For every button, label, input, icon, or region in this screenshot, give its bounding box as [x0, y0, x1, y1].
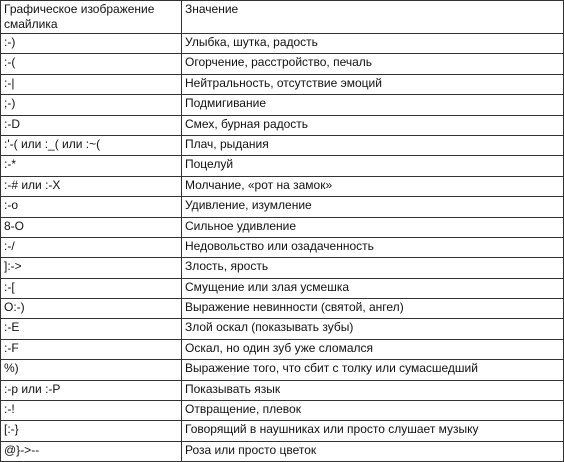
meaning-cell: Показывать язык: [182, 380, 564, 400]
emoticon-cell: :-D: [1, 115, 182, 135]
meaning-cell: Оскал, но один зуб уже сломался: [182, 339, 564, 359]
meaning-cell: Отвращение, плевок: [182, 401, 564, 421]
meaning-cell: Плач, рыдания: [182, 135, 564, 155]
emoticon-cell: @}->--: [1, 441, 182, 461]
meaning-cell: Подмигивание: [182, 95, 564, 115]
table-row: [1, 380, 564, 400]
table-row: [1, 278, 564, 298]
table-row: [1, 299, 564, 319]
table-row: [1, 258, 564, 278]
emoticon-cell: [:-}: [1, 421, 182, 441]
emoticon-cell: :'-( или :_( или :~(: [1, 135, 182, 155]
emoticon-cell: :-): [1, 34, 182, 54]
meaning-cell: Говорящий в наушниках или просто слушает музыку: [182, 421, 564, 441]
column-header-meaning: Значение: [182, 1, 564, 34]
table-row: [1, 339, 564, 359]
table-row: [1, 156, 564, 176]
meaning-cell: Поцелуй: [182, 156, 564, 176]
emoticon-cell: :-F: [1, 339, 182, 359]
table-body: [1, 34, 564, 462]
table-row: [1, 319, 564, 339]
table-row: [1, 441, 564, 461]
meaning-cell: Выражение того, что сбит с толку или сумасшедший: [182, 360, 564, 380]
emoticon-cell: ]:->: [1, 258, 182, 278]
meaning-cell: Недовольство или озадаченность: [182, 237, 564, 257]
emoticon-cell: :-!: [1, 401, 182, 421]
emoticon-cell: :-/: [1, 237, 182, 257]
table-row: [1, 237, 564, 257]
meaning-cell: Огорчение, расстройство, печаль: [182, 54, 564, 74]
meaning-cell: Улыбка, шутка, радость: [182, 34, 564, 54]
table-row: [1, 74, 564, 94]
meaning-cell: Смех, бурная радость: [182, 115, 564, 135]
meaning-cell: Молчание, «рот на замок»: [182, 176, 564, 196]
emoticon-cell: %): [1, 360, 182, 380]
table-row: [1, 197, 564, 217]
table-row: [1, 54, 564, 74]
emoticon-cell: ;-): [1, 95, 182, 115]
table-row: [1, 360, 564, 380]
emoticon-cell: :-|: [1, 74, 182, 94]
emoticon-cell: :-E: [1, 319, 182, 339]
meaning-cell: Нейтральность, отсутствие эмоций: [182, 74, 564, 94]
meaning-cell: Выражение невинности (святой, ангел): [182, 299, 564, 319]
column-header-emoticon: Графическое изображение смайлика: [1, 1, 182, 34]
emoticon-cell: :-(: [1, 54, 182, 74]
emoticon-cell: :-*: [1, 156, 182, 176]
emoticon-cell: :-# или :-X: [1, 176, 182, 196]
emoticon-cell: :-o: [1, 197, 182, 217]
meaning-cell: Удивление, изумление: [182, 197, 564, 217]
table-row: [1, 176, 564, 196]
emoticon-cell: O:-): [1, 299, 182, 319]
emoticon-cell: 8-O: [1, 217, 182, 237]
table-row: [1, 34, 564, 54]
emoticon-cell: :-p или :-P: [1, 380, 182, 400]
meaning-cell: Смущение или злая усмешка: [182, 278, 564, 298]
table-row: [1, 115, 564, 135]
meaning-cell: Злой оскал (показывать зубы): [182, 319, 564, 339]
table-row: [1, 401, 564, 421]
table-row: [1, 135, 564, 155]
meaning-cell: Злость, ярость: [182, 258, 564, 278]
meaning-cell: Сильное удивление: [182, 217, 564, 237]
table-row: [1, 421, 564, 441]
table-header-row: [1, 1, 564, 34]
meaning-cell: Роза или просто цветок: [182, 441, 564, 461]
table-row: [1, 217, 564, 237]
emoticon-cell: :-[: [1, 278, 182, 298]
table-row: [1, 95, 564, 115]
